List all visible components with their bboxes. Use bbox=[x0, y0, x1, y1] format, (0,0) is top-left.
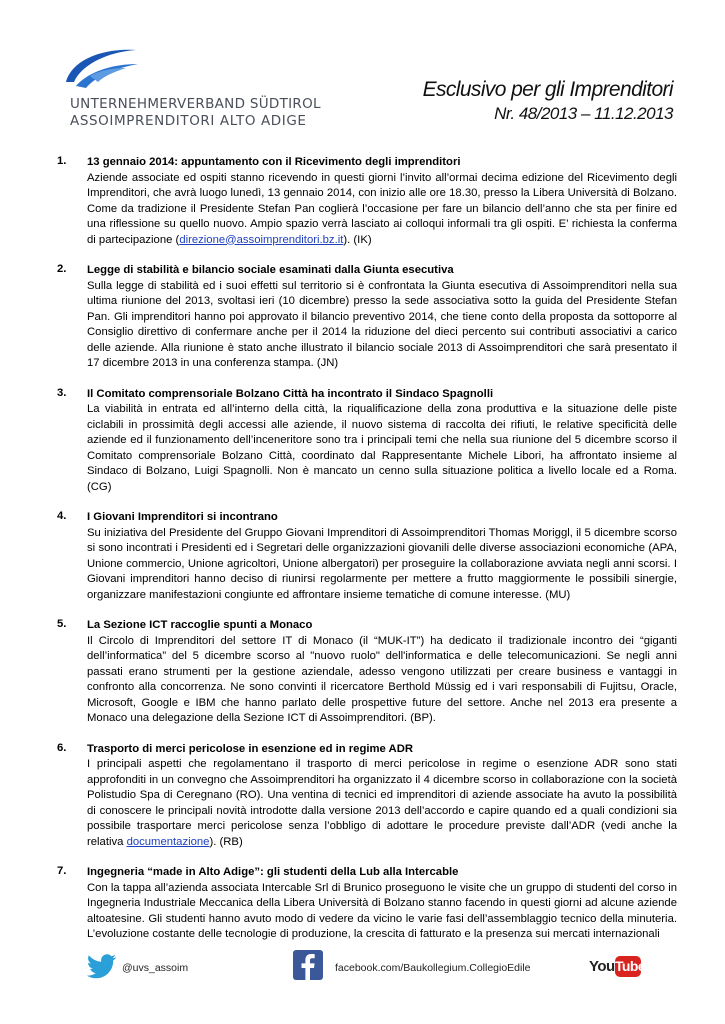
youtube-logo[interactable] bbox=[589, 956, 646, 978]
org-name-italian: ASSOIMPRENDITORI ALTO ADIGE bbox=[70, 113, 307, 129]
item-number: 5. bbox=[57, 618, 67, 630]
news-item bbox=[57, 510, 677, 603]
news-list bbox=[57, 155, 677, 958]
facebook-url[interactable]: facebook.com/Baukollegium.CollegioEdile bbox=[335, 962, 531, 974]
item-number: 4. bbox=[57, 510, 67, 522]
item-title: Ingegneria “made in Alto Adige”: gli studenti della Lub alla Intercable bbox=[87, 866, 459, 878]
news-item bbox=[57, 742, 677, 851]
twitter-bird-icon[interactable] bbox=[87, 954, 117, 980]
news-item bbox=[57, 263, 677, 372]
item-title: Trasporto di merci pericolose in esenzione ed in regime ADR bbox=[87, 742, 414, 755]
item-number: 6. bbox=[57, 741, 67, 754]
news-item bbox=[57, 387, 677, 496]
twitter-handle[interactable]: @uvs_assoim bbox=[122, 962, 189, 974]
issue-number: Nr. 48/2013 – 11.12.2013 bbox=[494, 104, 673, 123]
item-title: Il Comitato comprensoriale Bolzano Città ha incontrato il Sindaco Spagnolli bbox=[87, 387, 494, 400]
documentation-link[interactable]: documentazione bbox=[126, 835, 210, 848]
item-body: La viabilità in entrata ed all’interno della città, la riqualificazione della zona produttiva e la situazione delle piste ciclabili in prossimità degli accessi alle aziende, il nuovo sistema di raccolta dei rifiuti, le relative specificità delle aziende ed il funzionamento dell’inceneritore sono tra i principali temi che nella sua riunione del 5 dicembre scorso il Comitato comprensoriale Bolzano Città, coordinato dal Rappresentante Michele Libori, ha affrontato insieme al Sindaco di Bolzano, Luigi Spagnolli. Non è mancato un cenno sulla situazione politica a livello locale ed a Roma. (CG) bbox=[87, 403, 677, 493]
news-item bbox=[57, 155, 677, 248]
item-body bbox=[87, 757, 677, 850]
news-item bbox=[57, 618, 677, 727]
item-number: 7. bbox=[57, 865, 67, 877]
footer bbox=[0, 948, 725, 988]
item-text: Aziende associate ed ospiti stanno ricevendo in questi giorni l’invito all’ormai decima edizione del Ricevimento degli Imprenditori, che avrà luogo lunedì, 13 gennaio 2014, con inizio alle ore 18.30, presso la Libera Università di Bolzano. Come da tradizione il Presidente Stefan Pan coglierà l’occasione per fare un bilancio dell’anno che sta per finire ed una riflessione su quello nuovo. Ampio spazio verrà lasciato ai colloqui informali tra gli ospiti. E’ richiesta la conferma di partecipazione ( bbox=[87, 171, 677, 246]
logo-swoosh-icon bbox=[62, 42, 142, 92]
item-text-end: ). (RB) bbox=[209, 835, 243, 848]
youtube-logo-you: You bbox=[589, 958, 615, 975]
facebook-icon[interactable] bbox=[293, 950, 323, 980]
item-body: Il Circolo di Imprenditori del settore IT di Monaco (il “MUK-IT”) ha dedicato il tradizionale incontro dei “giganti dell’informatica” del 5 dicembre scorso al "nuovo ruolo" dell'informatica e delle telecomunicazioni. Se negli anni passati erano strumenti per la gestione aziendale, adesso vengono utilizzati per creare business e vantaggi in confronto alla concorrenza. Ne sono convinti il ricercatore Berthold Müssig ed i vari responsabili di Fujitsu, Oracle, Microsoft, Google e IBM che hanno parlato delle prospettive future del settore. Anche nel 2013 era presente a Monaco una delegazione della Sezione ICT di Assoimprenditori. (BP). bbox=[87, 634, 677, 724]
item-title: I Giovani Imprenditori si incontrano bbox=[87, 511, 278, 523]
item-text-end: ). (IK) bbox=[343, 233, 372, 246]
item-body: Con la tappa all’azienda associata Intercable Srl di Brunico proseguono le visite che un gruppo di studenti del corso in Ingegneria Industriale Meccanica della Libera Università di Bolzano stanno facendo in questi giorni ad alcune aziende altoatesine. Gli studenti hanno avuto modo di vedere da vicino le varie fasi dell’assemblaggio tecnico della minuteria. L’evoluzione costante delle tecnologie di produzione, la crescita di fatturato e la presenza sui mercati internazionali bbox=[87, 881, 677, 940]
org-name-german: UNTERNEHMERVERBAND SÜDTIROL bbox=[70, 96, 321, 112]
item-body: Su iniziativa del Presidente del Gruppo Giovani Imprenditori di Assoimprenditori Thomas Moriggl, il 5 dicembre scorso si sono incontrati i Presidenti ed i Segretari delle organizzazioni giovanili delle diverse associazioni economiche (APA, Unione commercio, Unione agricoltori, Unione albergatori) per proseguire la collaborazione avviata negli anni scorsi. I Giovani imprenditori hanno deciso di riunirsi regolarmente per mettere a frutto maggiormente le possibili sinergie, organizzare manifestazioni congiunte ed affrontare insieme tematiche di comune interesse. (MU) bbox=[87, 526, 677, 601]
item-body bbox=[87, 171, 677, 249]
item-title: La Sezione ICT raccoglie spunti a Monaco bbox=[87, 619, 313, 631]
page-title: Esclusivo per gli Imprenditori bbox=[422, 78, 673, 101]
item-text: I principali aspetti che regolamentano il trasporto di merci pericolose in regime o esenzione ADR sono stati approfonditi in un convegno che Assoimprenditori ha organizzato il 4 dicembre scorso in collaborazione con la società Polistudio Spa di Ceregnano (RO). Una ventina di tecnici ed imprenditori di aziende associate ha avuto la possibilità di conoscere le principali novità introdotte dalla versione 2013 dell’accordo e capire quando ed a quali condizioni sia possibile trasportare merci pericolose senza l’obbligo di adottare le procedure previste dall’ADR (vedi anche la relativa bbox=[87, 758, 677, 848]
item-number: 1. bbox=[57, 155, 67, 167]
item-body: Sulla legge di stabilità ed i suoi effetti sul territorio si è confrontata la Giunta esecutiva di Assoimprenditori nella sua ultima riunione del 2013, svoltasi ieri (10 dicembre) presso la sede associativa sotto la guida del Presidente Stefan Pan. Gli imprenditori hanno poi approvato il bilancio preventivo 2014, che tiene conto della proposta da sottoporre al Consiglio direttivo di confermare anche per il 2014 la riduzione del dieci percento sui contributi associativi a carico delle aziende. Alla riunione è stato anche illustrato il bilancio sociale 2013 di Assoimprenditori che sarà presentato il 17 dicembre 2013 in una conferenza stampa. (JN) bbox=[87, 279, 677, 369]
youtube-logo-tube: Tube bbox=[615, 956, 641, 977]
news-item bbox=[57, 865, 677, 943]
item-number: 3. bbox=[57, 386, 67, 399]
item-number: 2. bbox=[57, 263, 67, 275]
item-title: 13 gennaio 2014: appuntamento con il Ricevimento degli imprenditori bbox=[87, 156, 461, 168]
item-title: Legge di stabilità e bilancio sociale esaminati dalla Giunta esecutiva bbox=[87, 264, 454, 276]
email-link[interactable]: direzione@assoimprenditori.bz.it bbox=[179, 233, 344, 246]
